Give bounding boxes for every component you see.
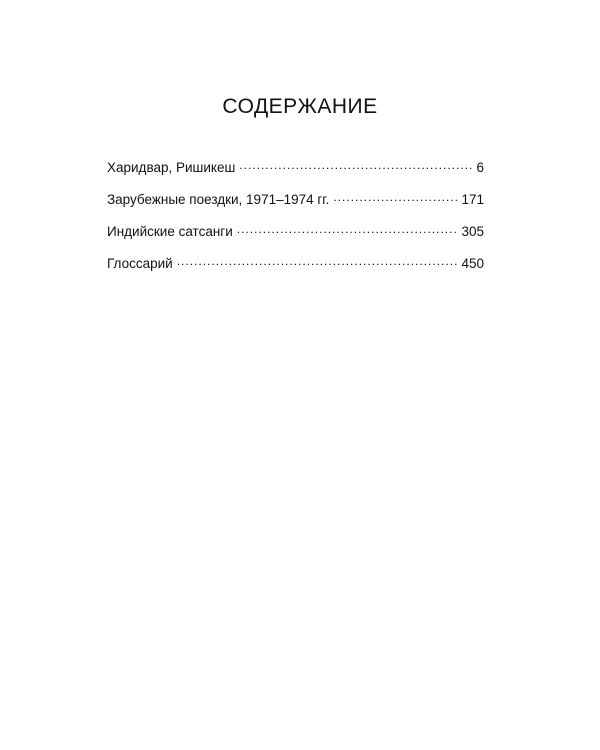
table-of-contents bbox=[107, 158, 484, 286]
toc-leader-dots bbox=[237, 222, 458, 236]
toc-entry-label: Глоссарий bbox=[107, 256, 173, 271]
toc-entry-page-number: 305 bbox=[461, 224, 484, 239]
toc-entry-khardivar bbox=[107, 158, 484, 190]
toc-leader-dots bbox=[239, 158, 472, 172]
toc-entry-label: Индийские сатсанги bbox=[107, 224, 233, 239]
toc-leader-dots bbox=[177, 254, 458, 268]
toc-entry-page-number: 450 bbox=[461, 256, 484, 271]
toc-entry-page-number: 6 bbox=[476, 160, 484, 175]
toc-entry-indian-satsangs bbox=[107, 222, 484, 254]
toc-entry-page-number: 171 bbox=[461, 192, 484, 207]
toc-title: СОДЕРЖАНИЕ bbox=[222, 95, 378, 118]
toc-entry-glossary bbox=[107, 254, 484, 286]
toc-entry-label: Харидвар, Ришикеш bbox=[107, 160, 236, 175]
toc-leader-dots bbox=[333, 190, 457, 204]
toc-entry-label: Зарубежные поездки, 1971–1974 гг. bbox=[107, 192, 330, 207]
toc-entry-foreign-trips bbox=[107, 190, 484, 222]
